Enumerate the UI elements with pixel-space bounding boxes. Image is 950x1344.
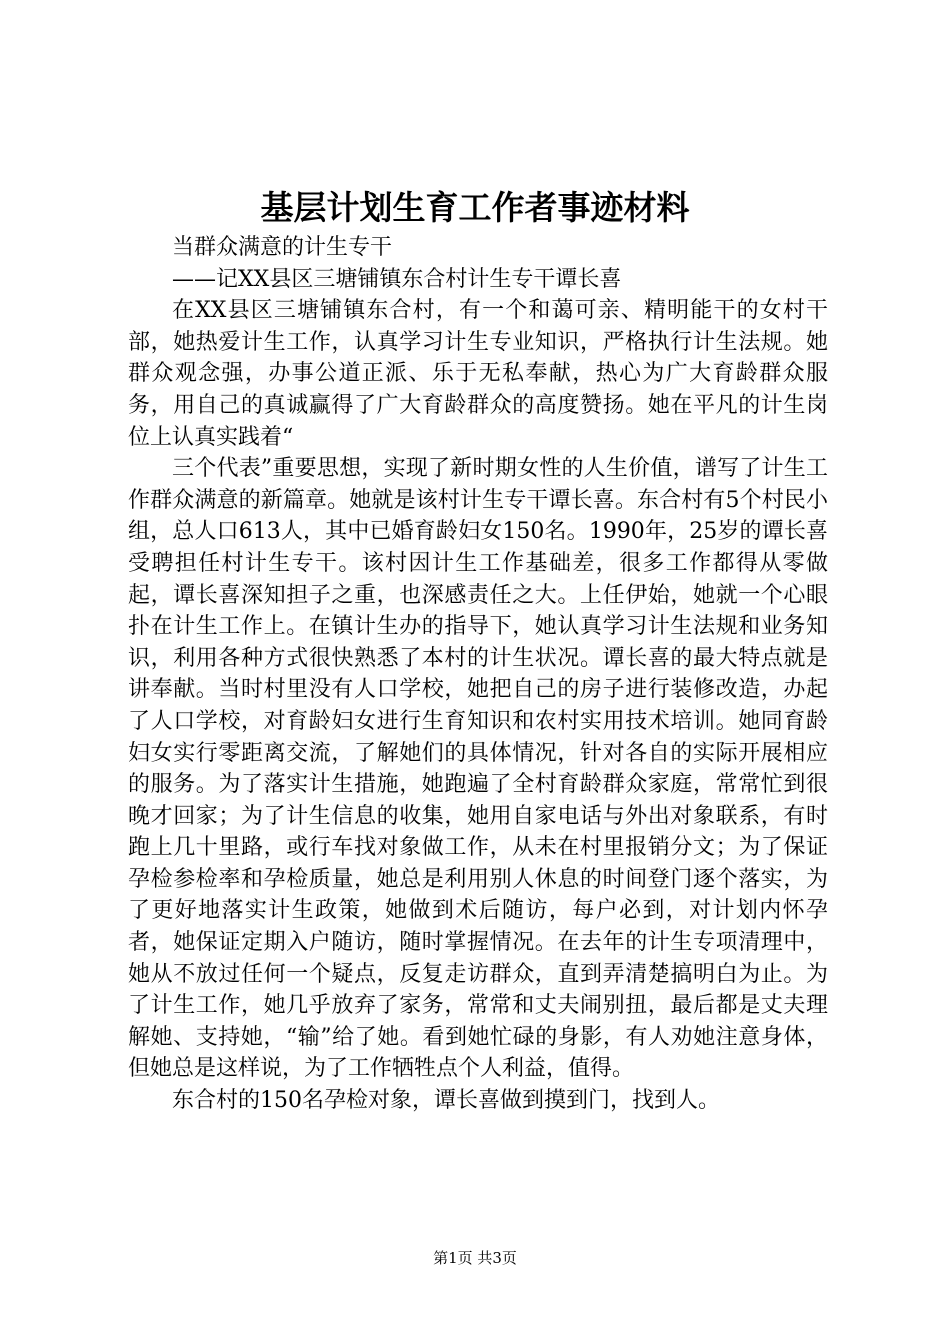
- paragraph-subtitle: 当群众满意的计生专干: [172, 235, 393, 260]
- paragraph-byline: ——记XX县区三塘铺镇东合村计生专干谭长喜: [172, 266, 622, 292]
- document-body: [128, 232, 828, 1117]
- document-title: 基层计划生育工作者事迹材料: [260, 188, 690, 227]
- page-number-footer: 第1页 共3页: [433, 1249, 517, 1267]
- paragraph-main: 三个代表”重要思想，实现了新时期女性的人生价值，谱写了计生工作群众满意的新篇章。她就是该村计生专干谭长喜。东合村有5个村民小组，总人口613人，其中已婚育龄妇女150名。1990年，25岁的谭长喜受聘担任村计生专干。该村因计生工作基础差，很多工作都得从零做起，谭长喜深知担子之重，也深感责任之大。上任伊始，她就一个心眼扑在计生工作上。在镇计生办的指导下，她认真学习计生法规和业务知识，利用各种方式很快熟悉了本村的计生状况。谭长喜的最大特点就是讲奉献。当时村里没有人口学校，她把自己的房子进行装修改造，办起了人口学校，对育龄妇女进行生育知识和农村实用技术培训。她同育龄妇女实行零距离交流，了解她们的具体情况，针对各自的实际开展相应的服务。为了落实计生措施，她跑遍了全村育龄群众家庭，常常忙到很晚才回家；为了计生信息的收集，她用自家电话与外出对象联系，有时跑上几十里路，或行车找对象做工作，从未在村里报销分文；为了保证孕检参检率和孕检质量，她总是利用别人休息的时间登门逐个落实，为了更好地落实计生政策，她做到术后随访，每户必到，对计划内怀孕者，她保证定期入户随访，随时掌握情况。在去年的计生专项清理中，她从不放过任何一个疑点，反复走访群众，直到弄清楚搞明白为止。为了计生工作，她几乎放弃了家务，常常和丈夫闹别扭，最后都是丈夫理解她、支持她，“输”给了她。看到她忙碌的身影，有人劝她注意身体，但她总是这样说，为了工作牺牲点个人利益，值得。: [128, 456, 828, 1082]
- paragraph-intro: 在XX县区三塘铺镇东合村，有一个和蔼可亲、精明能干的女村干部，她热爱计生工作，认真学习计生专业知识，严格执行计生法规。她群众观念强，办事公道正派、乐于无私奉献，热心为广大育龄群众服务，用自己的真诚赢得了广大育龄群众的高度赞扬。她在平凡的计生岗位上认真实践着“: [128, 298, 828, 450]
- paragraph-closing: 东合村的150名孕检对象，谭长喜做到摸到门，找到人。: [172, 1088, 720, 1114]
